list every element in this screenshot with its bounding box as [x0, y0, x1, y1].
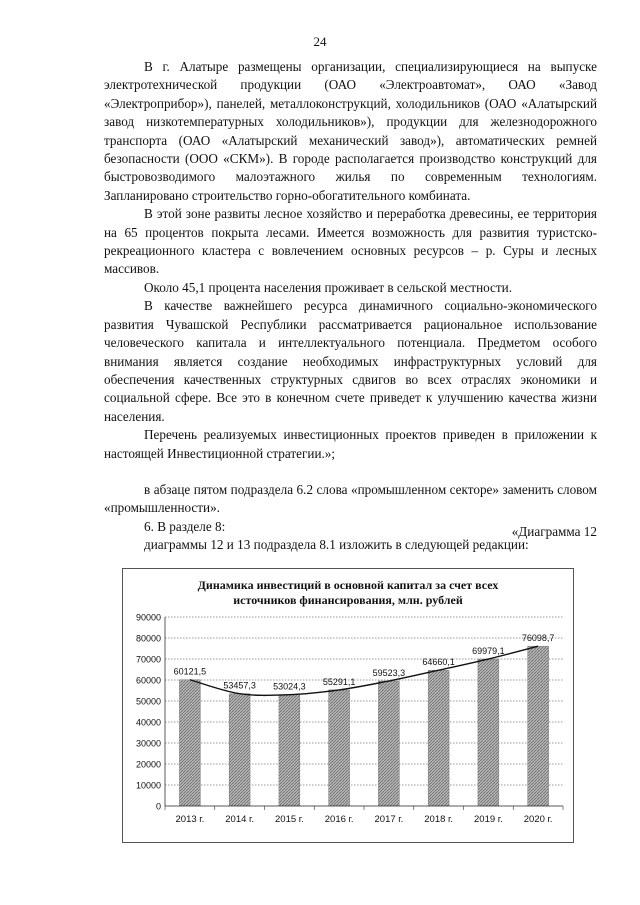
- data-label: 64660,1: [422, 657, 455, 668]
- bar: [279, 695, 300, 806]
- paragraph-diagrams: диаграммы 12 и 13 подраздела 8.1 изложить в следующей редакции:: [144, 537, 529, 553]
- data-label: 76098,7: [521, 633, 555, 644]
- body-text-top: [104, 58, 597, 555]
- x-tick-label: 2019 г.: [474, 814, 503, 825]
- bar: [528, 646, 549, 806]
- bar: [329, 690, 350, 806]
- chart-title-line-1: Динамика инвестиций в основной капитал за счет всех: [197, 578, 499, 592]
- bar: [229, 694, 250, 806]
- data-label: 53024,3: [273, 681, 306, 692]
- x-tick-label: 2017 г.: [374, 814, 404, 825]
- paragraph-forestry: В этой зоне развиты лесное хозяйство и переработка древесины, ее территория на 65 процентов покрыта лесами. Имеется возможность для развития туристско-рекреационного кластера с вовлечением основных ресурсов – р. Суры и лесных массивов.: [104, 206, 597, 277]
- paragraph-amendment-6-2: в абзаце пятом подраздела 6.2 слова «промышленном секторе» заменить словом «промышленности».: [104, 481, 597, 516]
- data-label: 60121,5: [173, 666, 207, 677]
- paragraph-section-8: 6. В разделе 8:: [144, 518, 226, 534]
- y-tick-label: 60000: [135, 675, 161, 686]
- data-label: 53457,3: [223, 680, 256, 691]
- investment-chart: [122, 568, 574, 843]
- paragraph-projects-list: Перечень реализуемых инвестиционных проектов приведен в приложении к настоящей Инвестиционной стратегии.»;: [104, 427, 597, 461]
- y-tick-label: 70000: [135, 654, 161, 665]
- data-label: 59523,3: [372, 668, 406, 679]
- chart-canvas: [123, 569, 573, 842]
- data-label: 55291,1: [322, 676, 356, 687]
- page-number: 24: [313, 34, 327, 49]
- diagram-caption: «Диаграмма 12: [511, 524, 597, 539]
- x-tick-label: 2018 г.: [424, 814, 453, 825]
- paragraph-human-capital: В качестве важнейшего ресурса динамичного социально-экономического развития Чувашской Республики рассматривается рациональное использование человеческого капитала и интеллектуального потенциала. Предметом особого внимания является создание необходимых инфраструктурных условий для обеспечения качественных структурных сдвигов во всех отраслях экономики и социальной сфере. Все это в конечном счете приведет к улучшению качества жизни населения.: [104, 298, 597, 424]
- x-tick-label: 2014 г.: [225, 814, 254, 825]
- paragraph-rural: Около 45,1 процента населения проживает в сельской местности.: [144, 279, 513, 295]
- chart-title-line-2: источников финансирования, млн. рублей: [233, 593, 463, 607]
- y-tick-label: 10000: [135, 780, 161, 791]
- y-tick-label: 40000: [135, 717, 161, 728]
- bar: [478, 659, 499, 806]
- x-tick-label: 2016 г.: [324, 814, 354, 825]
- y-tick-label: 80000: [135, 633, 161, 644]
- bar: [378, 681, 399, 806]
- y-tick-label: 20000: [135, 759, 161, 770]
- data-label: 69979,1: [472, 646, 505, 657]
- y-tick-label: 0: [155, 801, 161, 812]
- y-tick-label: 50000: [135, 696, 161, 707]
- y-tick-label: 30000: [135, 738, 161, 749]
- bar: [179, 680, 200, 806]
- bar: [428, 670, 449, 806]
- x-tick-label: 2013 г.: [175, 814, 205, 825]
- x-tick-label: 2015 г.: [275, 814, 304, 825]
- y-tick-label: 90000: [135, 612, 161, 623]
- paragraph-alatyr: В г. Алатыре размещены организации, специализирующиеся на выпуске электротехнической продукции (ОАО «Электроавтомат», ОАО «Завод «Электроприбор»), панелей, металлоконструкций, холодильников (ОАО «Алатырский завод низкотемпературных холодильников»), продукции для железнодорожного транспорта (ОАО «Алатырский механический завод»), автоматических ремней безопасности (ООО «СКМ»). В городе располагается производство конструкций для быстровозводимого малоэтажного жилья по современным технологиям. Запланировано строительство горно-обогатительного комбината.: [104, 59, 597, 203]
- x-tick-label: 2020 г.: [523, 814, 553, 825]
